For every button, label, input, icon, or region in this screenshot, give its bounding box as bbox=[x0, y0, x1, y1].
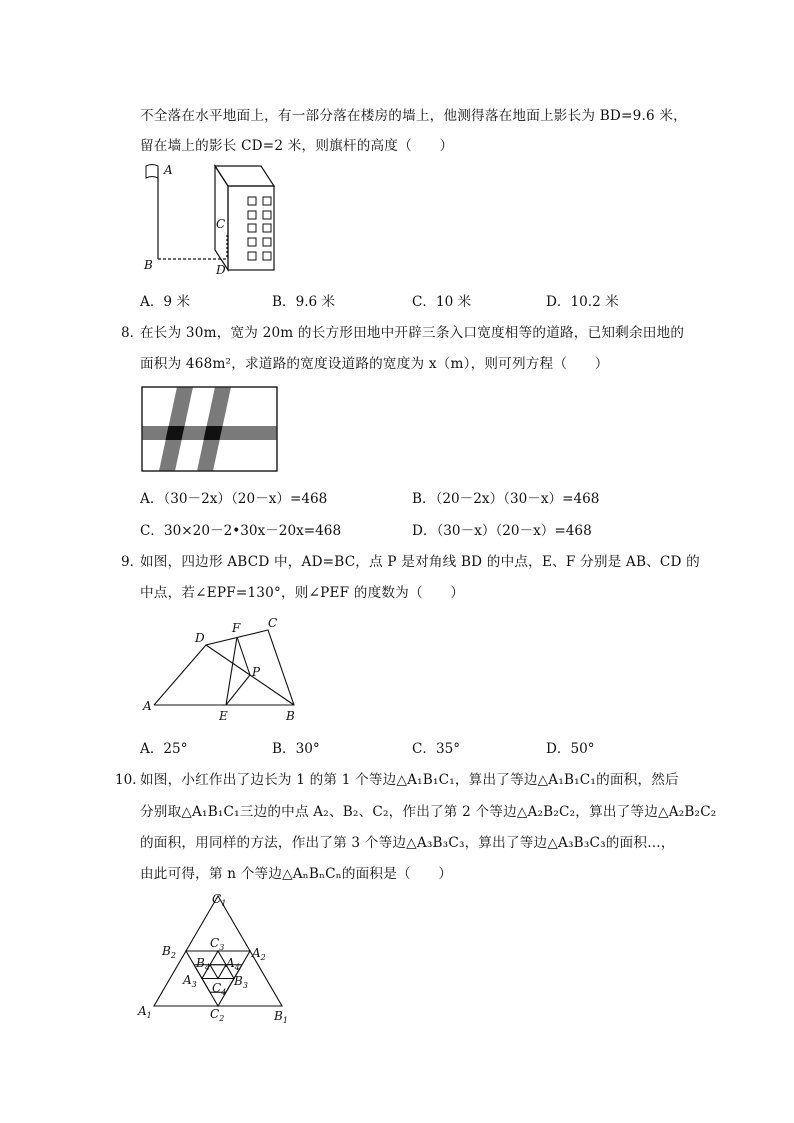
q7-option-c[interactable]: C．10 米 bbox=[412, 294, 472, 310]
q8-text-line2: 面积为 468m²，求道路的宽度设道路的宽度为 x（m），则可列方程（ ） bbox=[140, 356, 609, 372]
q7-label-D: D bbox=[216, 263, 226, 277]
q7-figure-flagpole-building bbox=[140, 158, 290, 283]
q8-number: 8． bbox=[121, 325, 144, 341]
q10-label-B3: $B_3$ bbox=[234, 974, 248, 990]
q10-text-line1: 如图，小红作出了边长为 1 的第 1 个等边△A₁B₁C₁，算出了等边△A₁B₁C₁的面积，然后 bbox=[140, 772, 679, 788]
q9-label-B: B bbox=[286, 709, 295, 723]
q9-label-F: F bbox=[232, 621, 241, 635]
q10-label-A1: $A_1$ bbox=[138, 1004, 152, 1020]
q7-text-line2: 留在墙上的影长 CD=2 米，则旗杆的高度（ ） bbox=[140, 138, 454, 154]
q10-label-B1: $B_1$ bbox=[274, 1009, 288, 1025]
q10-number: 10． bbox=[115, 772, 146, 788]
q10-label-A2: $A_2$ bbox=[252, 946, 266, 962]
q9-label-A: A bbox=[143, 699, 152, 713]
q9-label-P: P bbox=[252, 665, 261, 679]
q9-number: 9． bbox=[121, 554, 144, 570]
q8-option-a[interactable]: A．（30－2x）（20－x）=468 bbox=[140, 491, 328, 507]
q9-text-line2: 中点，若∠EPF=130°，则∠PEF 的度数为（ ） bbox=[140, 585, 465, 601]
q10-label-B4: $B_4$ bbox=[196, 956, 210, 972]
q10-text-line3: 的面积，用同样的方法，作出了第 3 个等边△A₃B₃C₃，算出了等边△A₃B₃C₃的面积…， bbox=[140, 835, 675, 851]
q7-label-C: C bbox=[216, 217, 226, 231]
q10-figure-nested-triangles bbox=[134, 886, 294, 1028]
q8-option-c[interactable]: C．30×20－2•30x－20x=468 bbox=[140, 523, 342, 539]
q10-label-A3: $A_3$ bbox=[183, 973, 197, 989]
q9-label-D: D bbox=[195, 631, 205, 645]
q9-figure-quadrilateral bbox=[140, 612, 310, 724]
q8-option-d[interactable]: D．（30－x）（20－x）=468 bbox=[412, 523, 592, 539]
q10-label-C2: $C_2$ bbox=[210, 1007, 225, 1023]
q7-label-B: B bbox=[144, 258, 153, 272]
q9-label-C: C bbox=[268, 616, 278, 630]
q10-label-A4: $A_4$ bbox=[226, 956, 240, 972]
q10-text-line2: 分别取△A₁B₁C₁三边的中点 A₂、B₂、C₂，作出了第 2 个等边△A₂B₂C₂，算出了等边△A₂B₂C₂ bbox=[140, 804, 717, 820]
q7-label-A: A bbox=[164, 163, 173, 177]
q8-option-b[interactable]: B．（20－2x）（30－x）=468 bbox=[412, 491, 600, 507]
q9-option-a[interactable]: A．25° bbox=[140, 741, 188, 757]
q9-option-d[interactable]: D．50° bbox=[546, 741, 595, 757]
q9-option-b[interactable]: B．30° bbox=[272, 741, 320, 757]
q8-figure-field-roads bbox=[141, 386, 278, 472]
q9-option-c[interactable]: C．35° bbox=[412, 741, 461, 757]
q10-label-B2: $B_2$ bbox=[162, 944, 176, 960]
q9-label-E: E bbox=[219, 709, 228, 723]
q8-text-line1: 在长为 30m，宽为 20m 的长方形田地中开辟三条入口宽度相等的道路，已知剩余田地的 bbox=[140, 325, 685, 341]
q10-label-C3: $C_3$ bbox=[210, 936, 225, 952]
q10-label-C4: $C_4$ bbox=[212, 981, 227, 997]
q10-text-line4: 由此可得，第 n 个等边△AₙBₙCₙ的面积是（ ） bbox=[140, 866, 453, 882]
q10-label-C1: $C_1$ bbox=[212, 892, 227, 908]
q7-option-a[interactable]: A．9 米 bbox=[140, 294, 190, 310]
q7-text-line1: 不全落在水平地面上，有一部分落在楼房的墙上，他测得落在地面上影长为 BD=9.6 米， bbox=[140, 108, 687, 124]
q7-option-b[interactable]: B．9.6 米 bbox=[272, 294, 336, 310]
q7-option-d[interactable]: D．10.2 米 bbox=[546, 294, 619, 310]
q9-text-line1: 如图，四边形 ABCD 中，AD=BC，点 P 是对角线 BD 的中点，E、F 分别是 AB、CD 的 bbox=[140, 554, 700, 570]
